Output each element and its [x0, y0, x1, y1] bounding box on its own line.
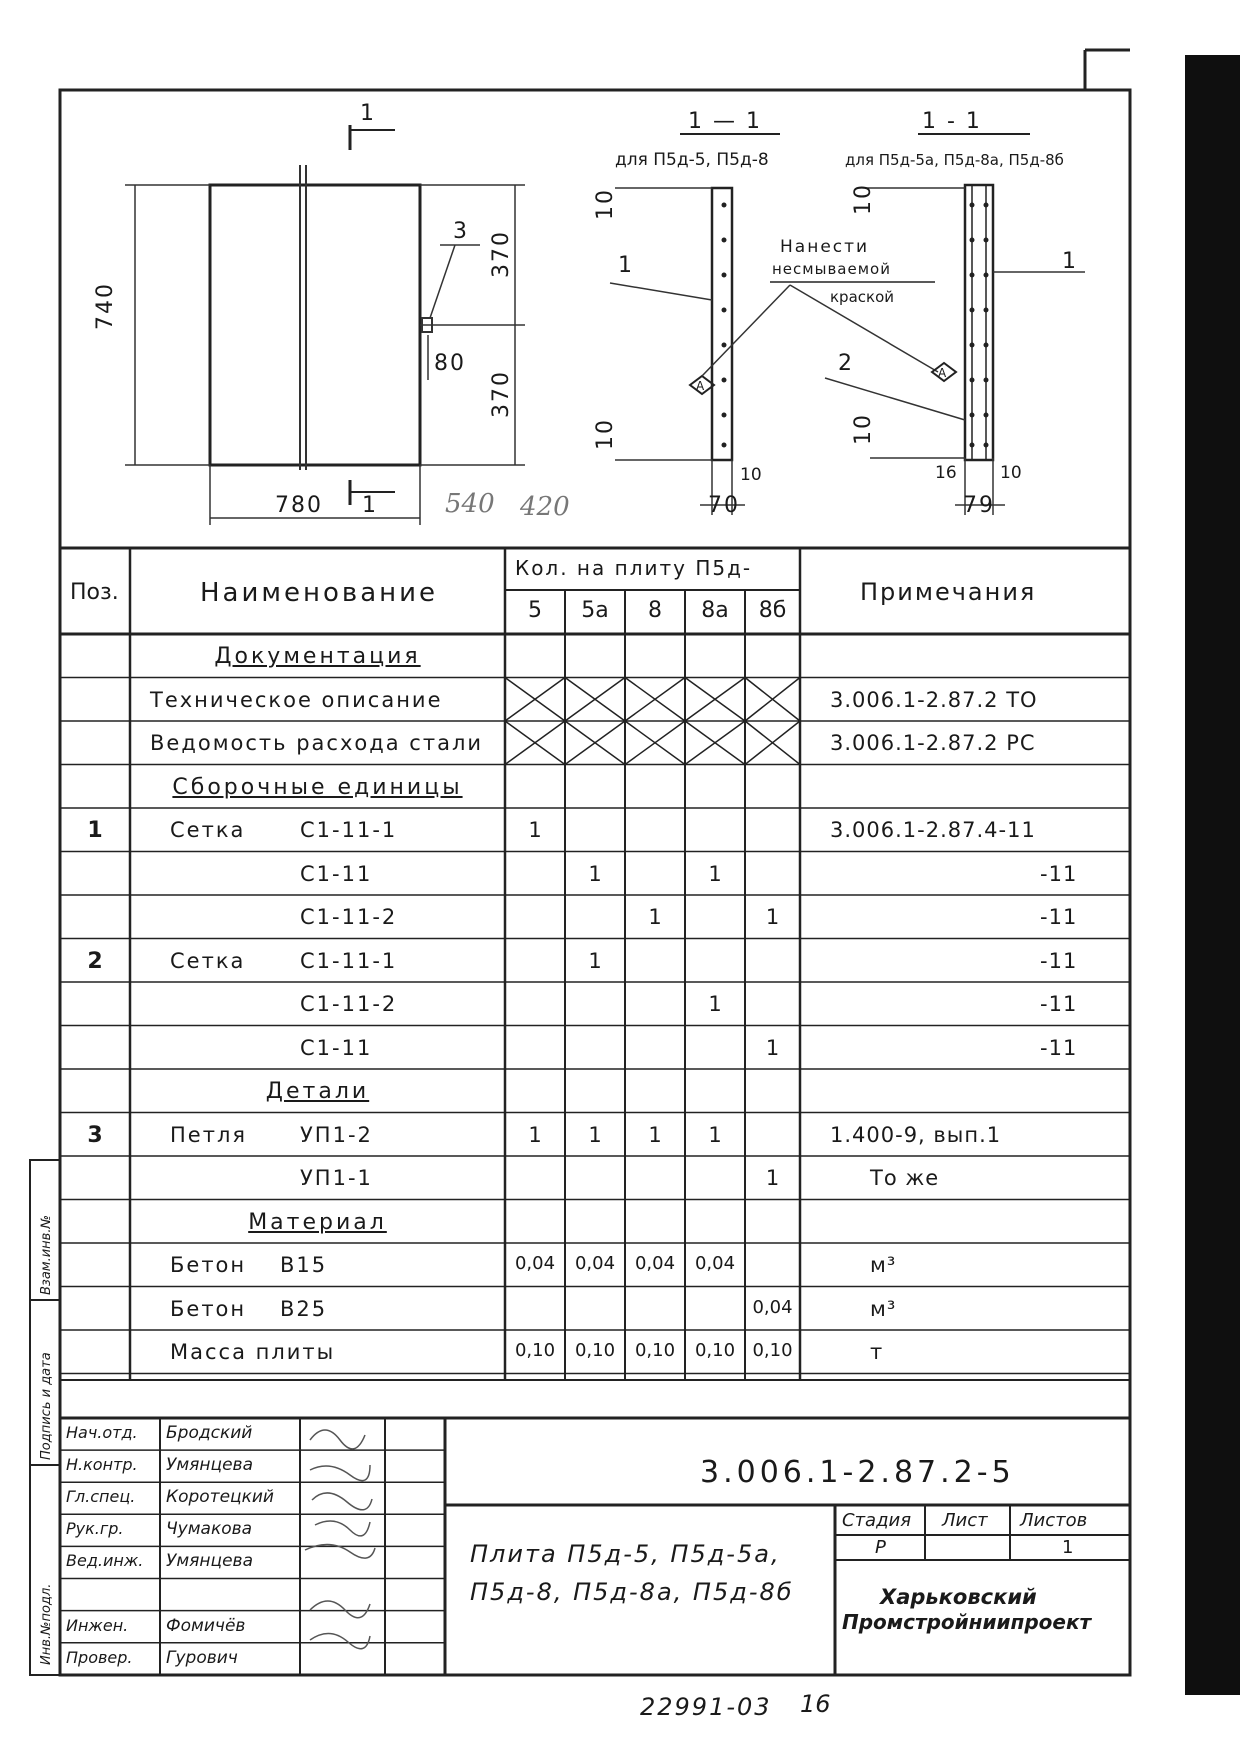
- qty-col-header: 8а: [701, 598, 729, 623]
- note-line-2: несмываемой: [772, 260, 891, 278]
- row-subname: В25: [280, 1296, 328, 1321]
- row-name: Петля: [170, 1122, 247, 1147]
- plate-plan-view: [93, 101, 570, 525]
- row-note: -11: [1040, 992, 1078, 1016]
- row-name: Сетка: [170, 818, 246, 842]
- section-a-dim-10: 10: [740, 465, 762, 485]
- side-stamp-signature: Подпись и дата: [39, 1352, 54, 1460]
- org-line-2: Промстройниипроект: [842, 1610, 1092, 1634]
- section-a-marker: А: [696, 379, 705, 393]
- stage-value: Р: [875, 1537, 886, 1558]
- note-line-1: Нанести: [780, 237, 870, 257]
- row-subname: С1-11-2: [300, 992, 398, 1016]
- qty-cell: 1: [765, 905, 780, 929]
- row-pos: 2: [87, 948, 103, 974]
- header-notes: Примечания: [860, 578, 1037, 606]
- signatory-name: Фомичёв: [166, 1615, 246, 1636]
- row-note: 3.006.1-2.87.2 ТО: [830, 687, 1038, 712]
- row-note: 3.006.1-2.87.2 РС: [830, 731, 1036, 755]
- signatory-name: Умянцева: [166, 1455, 253, 1476]
- qty-cell: 1: [708, 861, 722, 886]
- signatory-role: Гл.спец.: [66, 1487, 136, 1507]
- marking-note: [702, 237, 938, 376]
- section-a-dim-70: 70: [708, 493, 740, 518]
- section-b-dim-10: 10: [1000, 463, 1022, 483]
- footer-page: 16: [800, 1690, 831, 1718]
- qty-cell: 0,10: [634, 1340, 676, 1361]
- handwritten-note-2: 420: [520, 492, 570, 522]
- title-line-1: Плита П5д-5, П5д-5а,: [470, 1540, 781, 1568]
- spec-table-grid: [60, 548, 1130, 1418]
- row-name: Бетон: [170, 1296, 247, 1321]
- section-a-for: для П5д-5, П5д-8: [615, 150, 769, 170]
- header-qty: Кол. на плиту П5д-: [515, 556, 753, 580]
- row-note: м³: [870, 1253, 897, 1277]
- qty-cell: 1: [588, 948, 602, 973]
- footer-number: 22991-03: [640, 1693, 772, 1721]
- section-b-pos-2: 2: [838, 351, 854, 376]
- row-note: м³: [870, 1296, 897, 1321]
- qty-col-header: 8б: [758, 598, 787, 623]
- signatory-name: Гурович: [166, 1647, 238, 1668]
- row-name: Ведомость расхода стали: [150, 731, 484, 755]
- section-heading: Детали: [265, 1079, 370, 1104]
- row-subname: УП1-1: [300, 1166, 373, 1190]
- row-pos: 3: [87, 1122, 103, 1148]
- row-subname: С1-11-1: [300, 818, 398, 842]
- row-note: -11: [1040, 1035, 1078, 1060]
- signatory-name: Бродский: [166, 1423, 253, 1443]
- section-b-dim-16: 16: [935, 463, 957, 483]
- title-line-2: П5д-8, П5д-8а, П5д-8б: [470, 1578, 794, 1606]
- section-a-dim-top: 10: [593, 188, 618, 220]
- qty-cell: 1: [528, 818, 542, 842]
- signatory-role: Н.контр.: [66, 1455, 138, 1475]
- sheet-header: Лист: [942, 1510, 988, 1531]
- dim-height: 740: [93, 282, 118, 330]
- row-note: -11: [1040, 905, 1078, 929]
- section-view-b: [825, 109, 1085, 518]
- section-b-dim-bottom: 10: [851, 413, 876, 445]
- qty-cell: 0,04: [574, 1253, 616, 1274]
- section-heading: Сборочные единицы: [172, 774, 463, 800]
- handwritten-note-1: 540: [445, 489, 495, 519]
- qty-cell: 0,10: [514, 1340, 556, 1361]
- qty-col-header: 5а: [581, 598, 609, 623]
- section-mark-bottom: 1: [362, 493, 378, 518]
- qty-cell: 1: [588, 1122, 602, 1147]
- qty-cell: 0,04: [514, 1253, 556, 1274]
- row-name: Сетка: [170, 948, 246, 973]
- side-stamp-inventory: Инв.№подл.: [39, 1583, 54, 1665]
- section-heading: Материал: [248, 1209, 387, 1235]
- header-name: Наименование: [200, 578, 439, 608]
- row-note: т: [870, 1340, 884, 1364]
- signatory-role: Рук.гр.: [66, 1519, 124, 1539]
- section-a-label: 1 — 1: [688, 109, 762, 134]
- row-name: Техническое описание: [150, 687, 443, 712]
- sheets-header: Листов: [1020, 1510, 1088, 1531]
- signatory-role: Вед.инж.: [66, 1551, 144, 1571]
- section-b-label: 1 - 1: [922, 109, 982, 134]
- row-note: -11: [1040, 861, 1078, 886]
- signatory-name: Чумакова: [166, 1519, 253, 1540]
- note-line-3: краской: [830, 288, 895, 306]
- row-subname: УП1-2: [300, 1122, 373, 1147]
- qty-cell: 0,10: [752, 1340, 793, 1361]
- qty-cell: 0,04: [634, 1253, 676, 1274]
- pos-3-leader: 3: [453, 219, 469, 244]
- qty-cell: 1: [765, 1166, 780, 1190]
- qty-cell: 1: [528, 1122, 542, 1147]
- section-b-pos-1: 1: [1062, 249, 1078, 274]
- dim-loop: 80: [434, 351, 466, 376]
- qty-col-header: 8: [648, 598, 662, 623]
- qty-cell: 0,04: [752, 1296, 793, 1318]
- section-heading: Документация: [214, 644, 421, 669]
- section-a-pos-1: 1: [618, 253, 634, 278]
- row-subname: В15: [280, 1253, 328, 1277]
- qty-col-header: 5: [528, 598, 542, 623]
- signatory-name: Коротецкий: [166, 1487, 274, 1508]
- dim-lower: 370: [489, 370, 514, 418]
- section-b-dim-top: 10: [851, 183, 876, 215]
- document-code: 3.006.1-2.87.2-5: [700, 1455, 1015, 1490]
- qty-cell: 1: [648, 905, 662, 929]
- section-b-dim-79: 79: [963, 493, 995, 518]
- header-pos: Поз.: [70, 580, 119, 605]
- signatures: [305, 1430, 375, 1649]
- row-subname: С1-11-2: [300, 905, 398, 929]
- section-b-marker: А: [938, 366, 947, 380]
- qty-cell: 1: [588, 861, 602, 886]
- stage-header: Стадия: [842, 1510, 912, 1531]
- qty-cell: 1: [648, 1122, 662, 1147]
- row-note: То же: [870, 1166, 940, 1190]
- section-view-a: [593, 109, 780, 518]
- title-block-row-lines: [60, 1450, 445, 1643]
- row-pos: 1: [87, 818, 103, 843]
- org-line-1: Харьковский: [880, 1585, 1037, 1609]
- signatory-role: Нач.отд.: [66, 1423, 138, 1442]
- row-note: 3.006.1-2.87.4-11: [830, 818, 1036, 842]
- row-subname: С1-11: [300, 1035, 373, 1060]
- row-note: 1.400-9, вып.1: [830, 1122, 1002, 1147]
- qty-cell: 1: [765, 1035, 780, 1060]
- qty-cell: 1: [708, 1122, 722, 1147]
- qty-cell: 1: [708, 992, 722, 1016]
- signatory-name: Умянцева: [166, 1551, 253, 1572]
- dim-width: 780: [275, 493, 323, 518]
- row-note: -11: [1040, 948, 1078, 973]
- section-a-dim-bottom: 10: [593, 418, 618, 450]
- dim-upper: 370: [489, 230, 514, 278]
- row-subname: С1-11-1: [300, 948, 398, 973]
- qty-cell: 0,04: [694, 1253, 736, 1274]
- row-name: Бетон: [170, 1253, 247, 1277]
- row-subname: С1-11: [300, 861, 373, 886]
- sheets-value: 1: [1062, 1537, 1074, 1558]
- qty-cell: 0,10: [574, 1340, 616, 1361]
- section-mark-top: 1: [360, 101, 376, 126]
- side-stamp-replacement: Взам.инв.№: [39, 1215, 54, 1295]
- row-name: Масса плиты: [170, 1340, 336, 1364]
- section-b-for: для П5д-5а, П5д-8а, П5д-8б: [845, 151, 1064, 169]
- qty-cell: 0,10: [694, 1340, 736, 1361]
- signatory-role: Инжен.: [66, 1615, 129, 1635]
- signatory-role: Провер.: [66, 1647, 133, 1667]
